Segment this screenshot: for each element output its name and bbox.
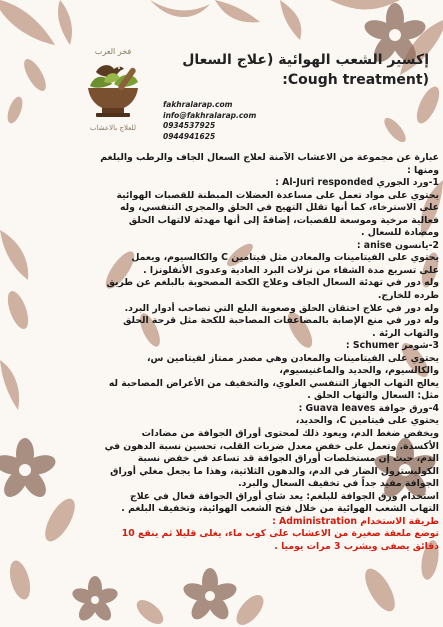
section-3-line: يعالج التهاب الجهاز التنفسي العلوي، والتخفيف من الأعراض المصاحبة له xyxy=(108,377,439,389)
section-1-line: ومضادة للسعال . xyxy=(360,227,439,239)
page-title xyxy=(159,50,429,90)
administration-title: طريقة الاستخدام Administration : xyxy=(272,515,439,527)
email-link[interactable]: info@fakhralarap.com xyxy=(163,110,257,120)
section-2-line: وله دور في علاج احتقان الحلق وصعوبة البلع التي تصاحب أدوار البرد. xyxy=(124,302,439,314)
section-4-line: الكوليسترول الضار في الدم، والدهون الثلاثية، وهذا ما يجعل مغلي أوراق xyxy=(110,465,439,477)
section-3-line: مثل: السعال والتهاب الحلق . xyxy=(307,390,439,402)
section-4-line: الجوافة مفيد جداً في تخفيف السعال والبرد. xyxy=(238,478,439,490)
section-4-line: الدم، حيث إن مستخلصات أوراق الجوافة قد تساعد في خفض نسبة xyxy=(137,453,439,465)
title-line-2: (Cough treatment: xyxy=(282,72,429,88)
administration-line: دقائق يصفى ويشرب 3 مرات يوميا . xyxy=(274,540,439,552)
section-4-line: يحتوي على فيتامين C، والحديد، xyxy=(295,415,439,427)
section-4-title: 4-ورق جوافة Guava leaves : xyxy=(298,402,439,414)
section-2-line: على تسريع مدة الشفاء من نزلات البرد العادية وعدوى الأنفلونزا . xyxy=(143,264,439,276)
section-3-line: يحتوي على الفيتامينات والمعادن وهي مصدر ممتاز لفيتامين س، xyxy=(147,352,439,364)
contact-info xyxy=(163,100,256,142)
intro-line-2: ومنها : xyxy=(407,164,439,176)
section-1-line: على الاسترخاء، كما أنها تقلل التهيج في الحلق والمجرى التنفسي، وله xyxy=(119,202,439,214)
section-4-line: استخدام ورق الجوافة للبلغم: يعد شاي أوراق الجوافة فعال في علاج xyxy=(130,490,439,502)
phone-1: 0934537925 xyxy=(163,121,216,130)
logo-text-bottom: للعلاج بالاعشاب xyxy=(90,124,136,132)
section-2-line: طرده للخارج. xyxy=(377,290,439,302)
section-3-line: والكالسيوم، والحديد والماغنيسيوم، xyxy=(279,365,439,377)
section-4-line: الأكسدة. وتعمل على خفض معدل ضربات القلب، تحسين نسبة الدهون في xyxy=(104,440,439,452)
section-2-line: والتهاب الرئة . xyxy=(372,327,439,339)
section-1-line: فعالية مرخية وموسعة للقصبات، إضافةً إلى أنها مهدئة لالتهاب الحلق xyxy=(128,214,439,226)
section-1-title: 1-ورد الجوري Al-Juri responded : xyxy=(275,177,439,189)
section-2-line: يحتوي على الفيتامينات والمعادن مثل فيتامين C والكالسيوم، ويعمل xyxy=(131,252,439,264)
section-3-title: 3-شومر Schumer : xyxy=(345,340,439,352)
intro-line-1: عبارة عن مجموعة من الاعشاب الآمنة لعلاج السعال الجاف والرطب والبلغم xyxy=(100,152,439,163)
administration-line: توضع ملعقة صغيرة من الاعشاب على كوب ماء، يغلى قليلا ثم ينقع 10 xyxy=(121,528,439,540)
section-2-title: 2-يانسون anise : xyxy=(356,239,439,251)
section-4-line: ويخفض ضغط الدم، ويعود ذلك لمحتوى أوراق الجوافة من مضادات xyxy=(141,428,439,440)
section-4-line: التهاب الشعب الهوائية من خلال فتح الشعب الهوائية، وتخفيف البلغم . xyxy=(121,503,439,515)
section-2-line: وله دور في تهدئة السعال الجاف وعلاج الكحة المصحوبة بالبلغم عن طريق xyxy=(106,277,439,289)
phone-2: 0944941625 xyxy=(163,131,216,141)
article-body xyxy=(6,152,439,554)
logo-text-top: فخر العرب xyxy=(94,47,132,56)
section-2-line: وله دور في منع الإصابة بالمضاعفات المصاحبة للكحة مثل قرحة الحلق xyxy=(123,315,439,327)
brand-logo xyxy=(70,44,156,136)
title-line-1: إكسير الشعب الهوائية (علاج السعال xyxy=(182,52,429,68)
mortar-herbs-icon xyxy=(70,44,156,136)
section-1-line: يحتوي على مواد تعمل على مساعدة العضلات المبطنة للقصبات الهوائية xyxy=(116,189,439,201)
website-link[interactable]: fakhralarap.com xyxy=(163,100,233,109)
